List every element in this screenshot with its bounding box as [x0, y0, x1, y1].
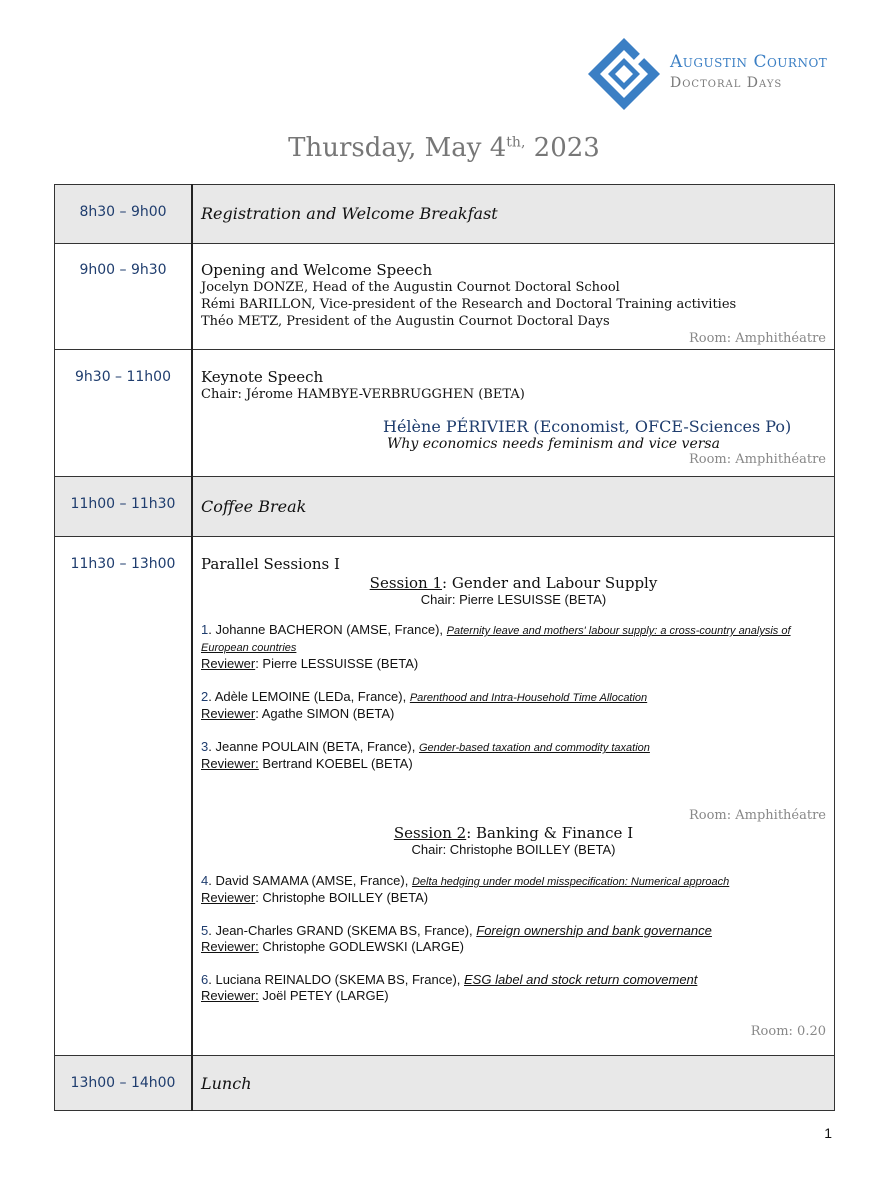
chair-line: Chair: Jérome HAMBYE-VERBRUGGHEN (BETA)	[201, 387, 525, 402]
reviewer-name: Bertrand KOEBEL (BETA)	[258, 756, 413, 771]
paper-number: 2	[201, 689, 209, 704]
session-chair: Chair: Christophe BOILLEY (BETA)	[411, 842, 616, 857]
keynote-talk: Why economics needs feminism and vice versa	[387, 436, 720, 452]
reviewer-label: Reviewer	[201, 656, 256, 671]
speaker-line: Jocelyn DONZE, Head of the Augustin Cournot Doctoral School	[201, 280, 620, 295]
session-chair: Chair: Pierre LESUISSE (BETA)	[420, 592, 607, 607]
time-label: 9h30 – 11h00	[75, 369, 171, 385]
paper-item	[201, 689, 826, 706]
logo-text	[670, 52, 827, 91]
paper-reviewer	[201, 988, 826, 1004]
content-cell	[192, 1056, 835, 1111]
row-title: Parallel Sessions I	[201, 555, 340, 573]
room-label: Room: Amphithéatre	[688, 331, 826, 346]
paper-author: . Jean-Charles GRAND (SKEMA BS, France),	[208, 923, 477, 938]
paper-item	[201, 923, 826, 939]
logo-mark	[586, 36, 662, 112]
content-cell	[192, 477, 835, 537]
paper-item	[201, 622, 826, 656]
paper-reviewer	[201, 939, 826, 955]
paper-item	[201, 972, 826, 988]
paper-number: 6	[201, 972, 209, 987]
time-label: 9h00 – 9h30	[79, 262, 167, 278]
page-number: 1	[824, 1125, 832, 1141]
paper-author: . Johanne BACHERON (AMSE, France),	[208, 622, 447, 637]
row-title: Registration and Welcome Breakfast	[201, 204, 498, 223]
paper-author: . Jeanne POULAIN (BETA, France),	[208, 739, 419, 754]
row-opening	[55, 244, 835, 350]
reviewer-label: Reviewer:	[201, 756, 259, 771]
time-cell	[55, 537, 193, 1056]
reviewer-label: Reviewer:	[201, 939, 259, 954]
reviewer-name: Joël PETEY (LARGE)	[258, 988, 389, 1003]
time-label: 8h30 – 9h00	[79, 204, 167, 220]
reviewer-name: : Agathe SIMON (BETA)	[255, 706, 395, 721]
row-title: Keynote Speech	[201, 368, 324, 386]
reviewer-label: Reviewer:	[201, 988, 259, 1003]
content-cell	[192, 537, 835, 1056]
paper-title: Parenthood and Intra-Household Time Allocation	[409, 692, 648, 704]
title-date: Thursday, May 4	[288, 133, 507, 163]
paper-title: Gender-based taxation and commodity taxation	[418, 742, 650, 754]
title-year: 2023	[525, 133, 600, 163]
session-topic: : Gender and Labour Supply	[442, 574, 658, 592]
time-label: 11h00 – 11h30	[70, 496, 176, 512]
paper-number: 3	[201, 739, 209, 754]
paper-title: Foreign ownership and bank governance	[476, 923, 712, 938]
time-cell	[55, 244, 193, 350]
session-topic: : Banking & Finance I	[466, 824, 634, 842]
speaker-line: Théo METZ, President of the Augustin Cournot Doctoral Days	[201, 314, 610, 329]
row-title: Opening and Welcome Speech	[201, 261, 433, 279]
paper-reviewer	[201, 756, 826, 772]
row-title: Coffee Break	[201, 497, 307, 516]
logo-name: Augustin Cournot	[670, 52, 828, 72]
room-label: Room: 0.20	[750, 1024, 826, 1039]
session-1-heading	[201, 574, 826, 592]
content-cell	[192, 350, 835, 477]
row-lunch	[55, 1056, 835, 1111]
keynote-speaker: Hélène PÉRIVIER (Economist, OFCE-Sciences Po)	[383, 417, 792, 436]
schedule-table	[54, 184, 835, 1111]
time-cell	[55, 477, 193, 537]
paper-number: 1	[201, 622, 209, 637]
logo-subtitle: Doctoral Days	[670, 75, 783, 91]
paper-reviewer	[201, 706, 826, 722]
paper-author: . Luciana REINALDO (SKEMA BS, France),	[208, 972, 464, 987]
paper-title: Delta hedging under model misspecification: Numerical approach	[411, 876, 730, 888]
paper-number: 5	[201, 923, 209, 938]
content-cell	[192, 244, 835, 350]
reviewer-name: : Pierre LESSUISSE (BETA)	[255, 656, 419, 671]
time-cell	[55, 1056, 193, 1111]
session-2-heading	[201, 824, 826, 842]
paper-item	[201, 873, 826, 890]
session-label: Session 1	[369, 574, 443, 592]
title-suffix: th,	[506, 134, 526, 151]
paper-item	[201, 739, 826, 756]
reviewer-label: Reviewer	[201, 890, 256, 905]
paper-author: . David SAMAMA (AMSE, France),	[208, 873, 412, 888]
paper-author: . Adèle LEMOINE (LEDa, France),	[208, 689, 410, 704]
row-registration	[55, 185, 835, 244]
reviewer-label: Reviewer	[201, 706, 256, 721]
session-label: Session 2	[393, 824, 467, 842]
room-label: Room: Amphithéatre	[688, 452, 826, 467]
time-cell	[55, 185, 193, 244]
row-title: Lunch	[201, 1074, 252, 1093]
paper-number: 4	[201, 873, 209, 888]
paper-reviewer	[201, 890, 826, 906]
speaker-line: Rémi BARILLON, Vice-president of the Research and Doctoral Training activities	[201, 297, 737, 312]
reviewer-name: : Christophe BOILLEY (BETA)	[255, 890, 429, 905]
reviewer-name: Christophe GODLEWSKI (LARGE)	[258, 939, 464, 954]
time-label: 11h30 – 13h00	[70, 556, 176, 572]
paper-title: ESG label and stock return comovement	[464, 972, 698, 987]
room-label: Room: Amphithéatre	[688, 808, 826, 823]
time-label: 13h00 – 14h00	[70, 1075, 176, 1091]
row-parallel	[55, 537, 835, 1056]
time-cell	[55, 350, 193, 477]
paper-title: Paternity leave and mothers' labour supply: a cross-country analysis of European countries	[201, 625, 791, 654]
paper-reviewer	[201, 656, 826, 672]
page-title	[0, 133, 888, 163]
row-coffee	[55, 477, 835, 537]
content-cell	[192, 185, 835, 244]
row-keynote	[55, 350, 835, 477]
